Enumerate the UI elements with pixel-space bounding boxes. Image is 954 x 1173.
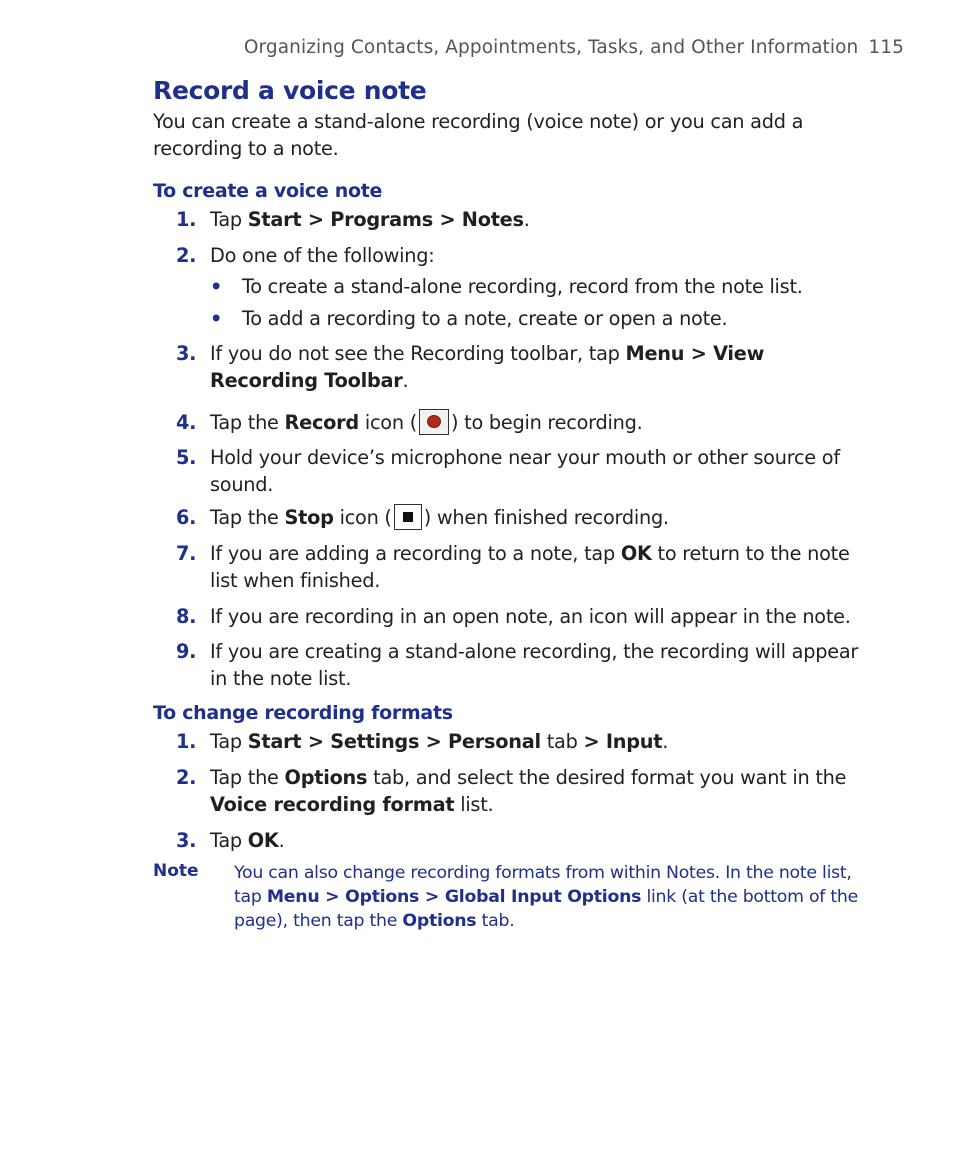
- create-step-3: [176, 340, 876, 394]
- create-step-4: [176, 409, 876, 436]
- format-step-3: [176, 827, 876, 854]
- bullet-text: To add a recording to a note, create or open a note.: [242, 307, 728, 330]
- note-text: You can also change recording formats from within Notes. In the note list, tap Menu > Options > Global Input Options link (at the bottom of the page), then tap the Options tab.: [234, 863, 858, 931]
- step-text: Tap Start > Settings > Personal tab > Input.: [210, 730, 669, 753]
- step-text: Tap the Options tab, and select the desired format you want in the Voice recording format list.: [210, 766, 847, 816]
- step-number: 7.: [176, 542, 197, 565]
- stop-icon: [394, 504, 422, 530]
- format-step-1: [176, 728, 876, 755]
- note-label: Note: [153, 861, 199, 881]
- step-text: If you are creating a stand-alone recording, the recording will appear in the note list.: [210, 640, 859, 690]
- step-text: If you are recording in an open note, an icon will appear in the note.: [210, 605, 851, 628]
- record-icon: [419, 409, 449, 435]
- step-text: Hold your device’s microphone near your mouth or other source of sound.: [210, 446, 840, 496]
- step-number: 8.: [176, 605, 197, 628]
- intro-paragraph: You can create a stand-alone recording (voice note) or you can add a recording to a note.: [153, 110, 804, 160]
- format-step-2: [176, 764, 876, 818]
- section-heading-create-voice-note: To create a voice note: [153, 180, 383, 202]
- step-number: 6.: [176, 506, 197, 529]
- section-heading-change-recording-formats: To change recording formats: [153, 702, 453, 724]
- step-text: If you do not see the Recording toolbar, tap Menu > View Recording Toolbar.: [210, 342, 765, 392]
- create-step-2: [176, 242, 876, 269]
- bullet-icon: •: [210, 275, 223, 298]
- step-text: Tap OK.: [210, 829, 285, 852]
- step-number: 9.: [176, 640, 197, 663]
- running-title: Organizing Contacts, Appointments, Tasks, and Other Information: [243, 37, 859, 58]
- step-number: 3.: [176, 342, 197, 365]
- bullet-icon: •: [210, 307, 223, 330]
- bullet-item: [208, 273, 868, 300]
- step-text: Tap Start > Programs > Notes.: [210, 208, 530, 231]
- create-step-1: [176, 206, 876, 233]
- running-header: [244, 37, 904, 58]
- step-number: 1.: [176, 208, 197, 231]
- bullet-item: [208, 305, 868, 332]
- bullet-text: To create a stand-alone recording, record from the note list.: [242, 275, 803, 298]
- create-step-6: [176, 504, 876, 531]
- create-step-9: [176, 638, 876, 692]
- step-number: 2.: [176, 766, 197, 789]
- page-title: Record a voice note: [153, 76, 427, 105]
- page-number: 115: [868, 37, 904, 58]
- step-number: 2.: [176, 244, 197, 267]
- step-text: If you are adding a recording to a note, tap OK to return to the note list when finished.: [210, 542, 850, 592]
- step-text: Tap the Record icon ( ) to begin recording.: [210, 411, 643, 434]
- step-number: 1.: [176, 730, 197, 753]
- step-text: Do one of the following:: [210, 244, 435, 267]
- step-number: 3.: [176, 829, 197, 852]
- step-number: 4.: [176, 411, 197, 434]
- step-text: Tap the Stop icon ( ) when finished recording.: [210, 506, 669, 529]
- create-step-7: [176, 540, 876, 594]
- step-number: 5.: [176, 446, 197, 469]
- create-step-8: [176, 603, 876, 630]
- create-step-5: [176, 444, 876, 498]
